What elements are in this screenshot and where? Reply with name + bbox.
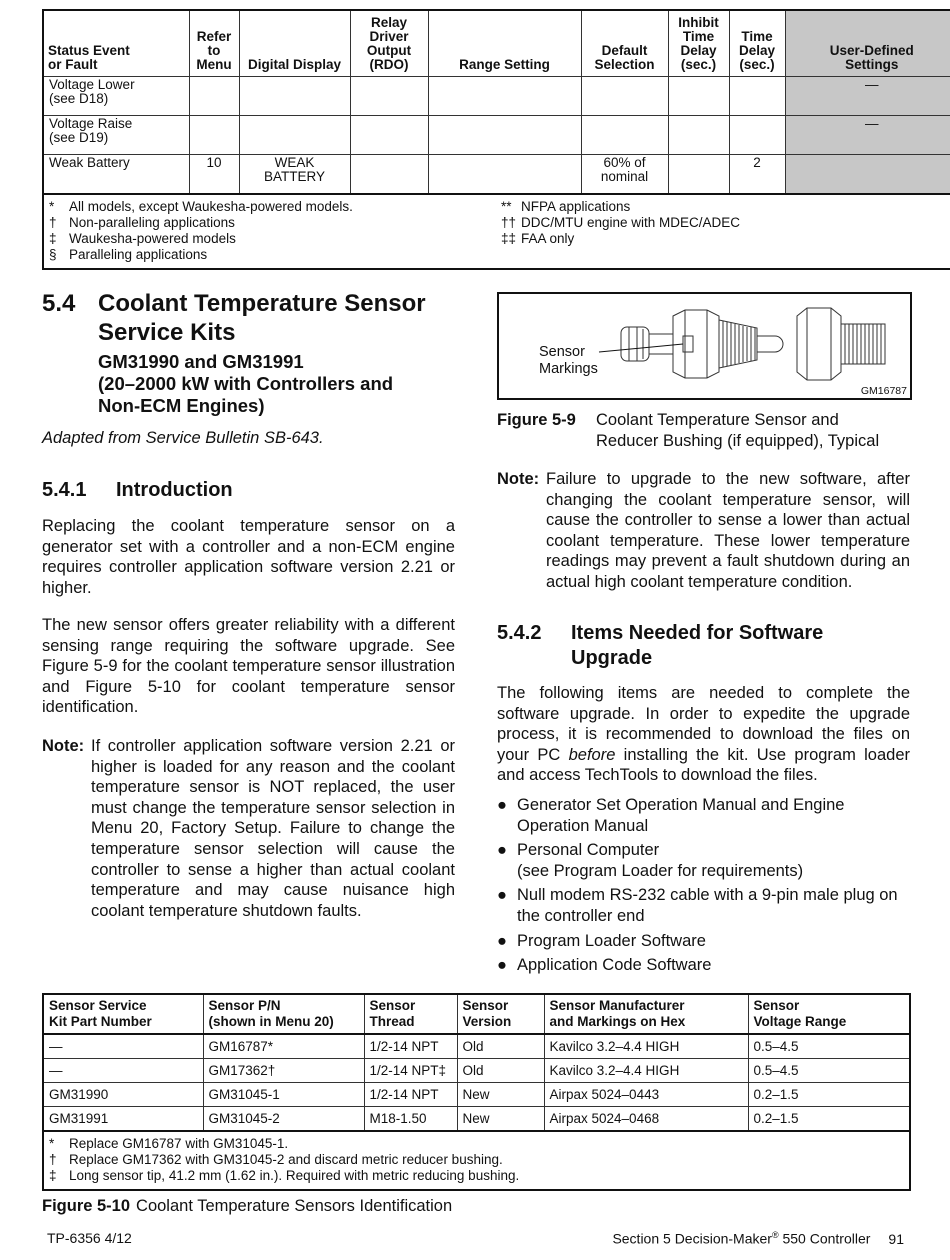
footnote-symbol: †† [501, 214, 517, 230]
table-cell: GM31991 [43, 1107, 203, 1132]
footnote-symbol: * [49, 198, 55, 214]
table-cell [239, 115, 350, 154]
table-cell: — [785, 76, 950, 115]
header-digital-display: Digital Display [239, 10, 350, 76]
caption-line: Coolant Temperature Sensor and [596, 411, 839, 429]
footnote-text: Non-paralleling applications [69, 214, 235, 230]
footnote [49, 1168, 904, 1184]
list-item [497, 795, 910, 836]
figure-label: Figure 5-9 [497, 411, 576, 429]
table-cell: New [457, 1083, 544, 1107]
footnote-symbol: ‡‡ [501, 230, 517, 246]
figure-5-10-caption [42, 1196, 642, 1217]
footnote-text: NFPA applications [521, 198, 631, 214]
table-cell [668, 154, 729, 194]
table-cell [428, 154, 581, 194]
table-cell: — [43, 1059, 203, 1083]
table-cell: Voltage Raise (see D19) [43, 115, 189, 154]
header-sensor-thread: Sensor Thread [364, 994, 457, 1034]
section-number: 5.4 [42, 290, 76, 317]
table-cell: 60% of nominal [581, 154, 668, 194]
table-cell: 2 [729, 154, 785, 194]
table-cell: 1/2-14 NPT‡ [364, 1059, 457, 1083]
header-sensor-version: Sensor Version [457, 994, 544, 1034]
footnote-symbol: § [49, 246, 57, 262]
table-cell [239, 76, 350, 115]
table-cell: Kavilco 3.2–4.4 HIGH [544, 1034, 748, 1059]
bullet-text: Personal Computer (see Program Loader for requirements) [517, 841, 804, 880]
note-label: Note: [497, 470, 540, 488]
callout-line: Markings [539, 361, 598, 377]
table-row [43, 154, 950, 194]
paragraph-text: installing the kit. Use program loader and access TechTools to download the files. [497, 745, 910, 785]
footnote [49, 1152, 904, 1168]
intro-paragraph-1: Replacing the coolant temperature sensor on a generator set with a controller and a non-ECM engine requires controller application software version 2.21 or higher. [42, 517, 455, 597]
table-cell: GM31045-2 [203, 1107, 364, 1132]
footnote-symbol: ‡ [49, 1168, 57, 1183]
bullet-text: Program Loader Software [517, 931, 706, 950]
items-title-line: Upgrade [571, 647, 653, 669]
footnote [49, 215, 501, 231]
items-bullet-list [497, 795, 910, 980]
footnote-symbol: † [49, 214, 57, 230]
footnote-symbol: ‡ [49, 230, 57, 246]
footnote-symbol: * [49, 1136, 55, 1151]
table-cell: M18-1.50 [364, 1107, 457, 1132]
table-cell: Old [457, 1059, 544, 1083]
page-footer [612, 1230, 904, 1247]
table-cell: 1/2-14 NPT [364, 1034, 457, 1059]
note-text: Failure to upgrade to the new software, after changing the coolant temperature sensor, will cause the controller to sense a lower than actual coolant temperature. These lower temperature readings may prevent a fault shutdown during an actual high coolant temperature condition. [546, 470, 910, 591]
footnote-text: DDC/MTU engine with MDEC/ADEC [521, 214, 741, 230]
subtitle-line: (20–2000 kW with Controllers and [98, 373, 394, 394]
table-cell [350, 76, 428, 115]
footnote-text: Paralleling applications [69, 246, 208, 262]
table-cell [428, 76, 581, 115]
table-cell: GM31990 [43, 1083, 203, 1107]
table-cell [785, 154, 950, 194]
adapted-from: Adapted from Service Bulletin SB-643. [42, 429, 324, 447]
bullet-text: Null modem RS-232 cable with a 9-pin male plug on the controller end [517, 886, 898, 925]
table-cell: 1/2-14 NPT [364, 1083, 457, 1107]
footer-product: 550 Controller [778, 1230, 871, 1247]
table-cell: New [457, 1107, 544, 1132]
document-code: TP-6356 4/12 [47, 1230, 132, 1246]
table-cell [189, 115, 239, 154]
table-cell [350, 154, 428, 194]
table-cell: Voltage Lower (see D18) [43, 76, 189, 115]
header-range-setting: Range Setting [428, 10, 581, 76]
items-title [571, 621, 911, 671]
table-footnotes [43, 1131, 910, 1190]
footnote-text: Replace GM17362 with GM31045-2 and discard metric reducer bushing. [69, 1152, 503, 1167]
table-row [43, 1034, 910, 1059]
items-paragraph [497, 683, 910, 786]
page-number: 91 [888, 1230, 904, 1247]
table-cell: GM16787* [203, 1034, 364, 1059]
header-sensor-pn: Sensor P/N (shown in Menu 20) [203, 994, 364, 1034]
table-cell [729, 76, 785, 115]
bullet-icon: ● [497, 931, 507, 950]
footnote-symbol: ** [501, 198, 512, 214]
header-inhibit-time-delay: Inhibit Time Delay (sec.) [668, 10, 729, 76]
list-item [497, 885, 910, 926]
figure-caption-text [596, 410, 879, 451]
bullet-icon: ● [497, 886, 507, 905]
note-label: Note: [42, 737, 85, 755]
software-upgrade-note [497, 469, 910, 593]
status-event-table [42, 9, 950, 270]
header-time-delay: Time Delay (sec.) [729, 10, 785, 76]
header-refer-to-menu: Refer to Menu [189, 10, 239, 76]
section-title-line: Coolant Temperature Sensor [98, 290, 426, 317]
table-cell: Weak Battery [43, 154, 189, 194]
callout-line: Sensor [539, 344, 585, 360]
subtitle-line: Non-ECM Engines) [98, 395, 265, 416]
sensor-markings-callout [539, 344, 598, 378]
figure-code: GM16787 [860, 385, 907, 397]
footnote-text: Waukesha-powered models [69, 230, 236, 246]
list-item [497, 840, 910, 881]
bullet-icon: ● [497, 796, 507, 814]
table-cell: GM17362† [203, 1059, 364, 1083]
subtitle-line: GM31990 and GM31991 [98, 351, 304, 372]
bullet-text: Application Code Software [517, 956, 712, 975]
footnote-text: FAA only [521, 230, 575, 246]
table-cell [189, 76, 239, 115]
table-cell [581, 115, 668, 154]
table-row [43, 1083, 910, 1107]
section-subtitle [98, 351, 478, 417]
intro-title: Introduction [116, 479, 233, 501]
footnote [49, 1136, 904, 1152]
header-manufacturer: Sensor Manufacturer and Markings on Hex [544, 994, 748, 1034]
table-cell: 10 [189, 154, 239, 194]
bullet-text: Generator Set Operation Manual and Engine Operation Manual [517, 796, 845, 835]
footer-section: Section 5 Decision-Maker [612, 1230, 772, 1247]
footnote [49, 199, 501, 215]
table-cell: Airpax 5024–0468 [544, 1107, 748, 1132]
table-cell: Airpax 5024–0443 [544, 1083, 748, 1107]
table-cell [581, 76, 668, 115]
intro-note [42, 736, 455, 921]
table-footnotes [43, 194, 950, 269]
sensor-identification-table [42, 993, 911, 1191]
footnote-text: All models, except Waukesha-powered models. [69, 198, 353, 214]
list-item [497, 931, 910, 952]
table-row [43, 76, 950, 115]
section-title-line: Service Kits [98, 319, 236, 346]
table-cell: 0.5–4.5 [748, 1059, 910, 1083]
paragraph-text: The following items are needed to complete the software upgrade. In order to expedite the upgrade process, it is recommended to download the files on your PC [497, 684, 910, 764]
intro-number: 5.4.1 [42, 479, 87, 501]
table-cell: Kavilco 3.2–4.4 HIGH [544, 1059, 748, 1083]
bullet-icon: ● [497, 956, 507, 975]
table-cell [428, 115, 581, 154]
table-row [43, 1059, 910, 1083]
header-default-selection: Default Selection [581, 10, 668, 76]
header-user-defined: User-Defined Settings [785, 10, 950, 76]
table-cell [729, 115, 785, 154]
items-number: 5.4.2 [497, 622, 542, 644]
footnote [49, 231, 501, 247]
figure-label: Figure 5-10 [42, 1197, 131, 1215]
table-cell: — [43, 1034, 203, 1059]
table-cell [668, 76, 729, 115]
header-voltage-range: Sensor Voltage Range [748, 994, 910, 1034]
caption-line: Reducer Bushing (if equipped), Typical [596, 431, 880, 450]
header-status-event: Status Event or Fault [48, 42, 130, 72]
table-cell: 0.5–4.5 [748, 1034, 910, 1059]
items-title-line: Items Needed for Software [571, 622, 824, 644]
header-kit-part-number: Sensor Service Kit Part Number [49, 998, 152, 1029]
table-cell [668, 115, 729, 154]
table-cell: 0.2–1.5 [748, 1107, 910, 1132]
table-row [43, 1107, 910, 1132]
footnote-text: Replace GM16787 with GM31045-1. [69, 1136, 289, 1151]
footnote [501, 199, 950, 215]
bullet-icon: ● [497, 841, 507, 860]
table-cell: — [785, 115, 950, 154]
footnote-symbol: † [49, 1152, 57, 1167]
note-text: If controller application software version 2.21 or higher is loaded for any reason and the coolant temperature sensor is NOT replaced, the user must change the temperature sensor selection in Menu 20, Factory Setup. Failure to change the temperature sensor selection will cause the controller to sense a higher than actual coolant temperature and may cause nuisance high coolant temperature shutdown faults. [91, 737, 455, 920]
table-row [43, 115, 950, 154]
header-rdo: Relay Driver Output (RDO) [350, 10, 428, 76]
section-title [98, 289, 478, 347]
table-cell: Old [457, 1034, 544, 1059]
list-item [497, 955, 910, 976]
figure-caption-text: Coolant Temperature Sensors Identification [136, 1197, 453, 1215]
footnote [501, 231, 950, 247]
figure-5-9-frame [497, 292, 912, 400]
footnote [501, 215, 950, 231]
table-cell: GM31045-1 [203, 1083, 364, 1107]
footnote [49, 247, 501, 263]
intro-paragraph-2: The new sensor offers greater reliability with a different sensing range requiring the software upgrade. See Figure 5-9 for the coolant temperature sensor illustration and Figure 5-10 for coolant temperature sensor identification. [42, 616, 455, 717]
paragraph-emphasis: before [568, 745, 616, 764]
footnote-text: Long sensor tip, 41.2 mm (1.62 in.). Required with metric reducing bushing. [69, 1168, 520, 1183]
figure-5-9-caption [497, 410, 910, 451]
table-cell: 0.2–1.5 [748, 1083, 910, 1107]
table-cell: WEAK BATTERY [239, 154, 350, 194]
registered-mark: ® [771, 1230, 779, 1240]
table-cell [350, 115, 428, 154]
